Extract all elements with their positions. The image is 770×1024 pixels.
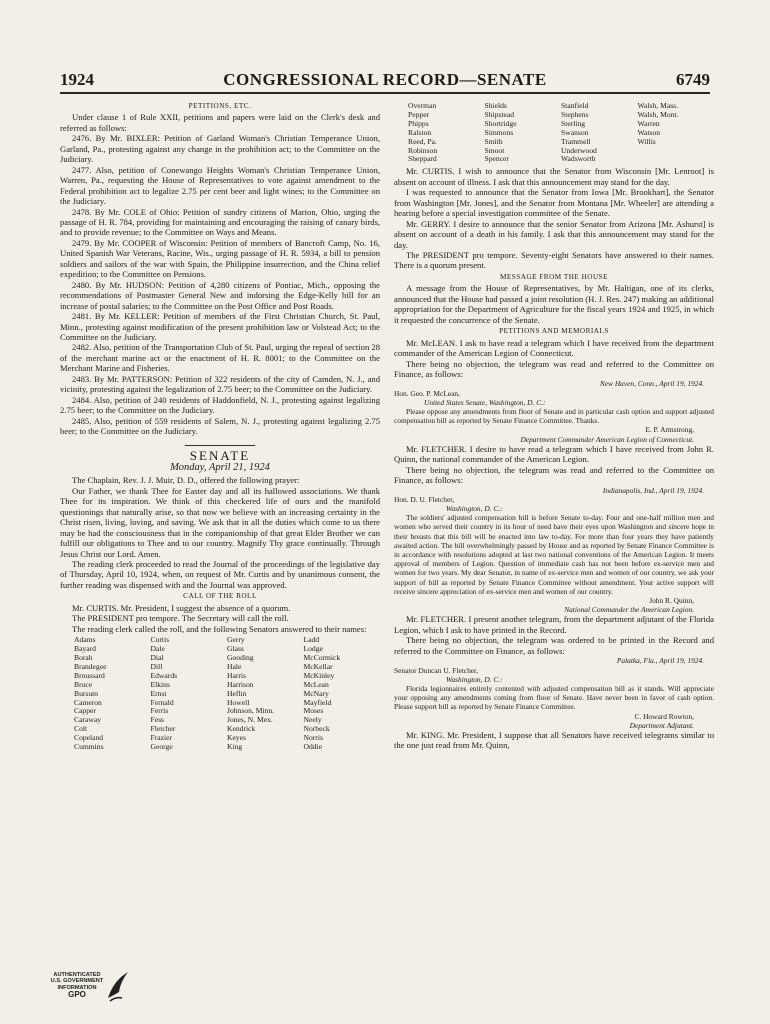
telegram-signer-title: Department Adjutant. <box>629 720 694 730</box>
telegram-date: Indianapolis, Ind., April 19, 1924. <box>602 485 704 495</box>
senator-name: George <box>150 742 173 752</box>
senator-name: Dale <box>150 644 165 654</box>
senator-name: Sterling <box>561 118 586 128</box>
mclean-paragraph: Mr. McLEAN. I ask to have read a telegram which I have received from the department commander of the American Legion of Connecticut. <box>394 337 714 359</box>
senator-name: Stanfield <box>561 101 589 110</box>
senator-name: Copeland <box>74 733 104 743</box>
senator-name: Shipstead <box>484 109 515 119</box>
senator-name: Fletcher <box>150 724 176 734</box>
senator-name: Caraway <box>74 715 101 725</box>
telegram-body: Florida legionnaires entirely contented with adjusted compensation bill as it stands. Will appreciate your opposing any amendments coming from floor of Senate. Have never been in favor of cash option. Please support bill as reported by Senate Finance Committee. <box>394 683 714 712</box>
intro-paragraph: Under clause 1 of Rule XXII, petitions and papers were laid on the Clerk's desk and referred as follows: <box>60 112 380 133</box>
fletcher-paragraph: Mr. FLETCHER. I present another telegram, from the department adjutant of the Florida Legion, which I ask to have printed in the Record. <box>394 614 714 635</box>
announcement-paragraph: The PRESIDENT pro tempore. Seventy-eight Senators have answered to their names. There is a quorum present. <box>394 249 714 271</box>
senator-name: Wadsworth <box>561 154 596 164</box>
telegram-1 <box>394 379 714 443</box>
petition-entry: 2480. By Mr. HUDSON: Petition of 4,280 citizens of Pontiac, Mich., opposing the recommendations of Postmaster General New and indorsing the Edge-Kelly bill for an increase of postal salaries; to the Committee on the Post Office and Post Roads. <box>60 279 380 311</box>
clerk-paragraph: The reading clerk called the roll, and the following Senators answered to their names: <box>72 623 367 634</box>
senator-name: Frazier <box>150 733 173 743</box>
petition-entry: 2478. By Mr. COLE of Ohio: Petition of sundry citizens of Marion, Ohio, urging the passage of H. R. 784, providing for maintaining and encouraging the raising of canary birds, and to provide revenue; to the Committee on Ways and Means. <box>60 206 380 238</box>
senator-name: McKinley <box>303 670 335 680</box>
senator-name: Fess <box>150 715 165 725</box>
senator-name: Cummins <box>74 742 104 752</box>
journal-paragraph: The reading clerk proceeded to read the Journal of the proceedings of the legislative day of Thursday, April 10, 1924, when, on request of Mr. Curtis and by unanimous consent, the further reading was dispensed with and the Journal was approved. <box>60 559 380 590</box>
senator-name: Spencer <box>484 154 509 164</box>
senator-name: Howell <box>227 697 250 707</box>
senator-name: King <box>227 742 243 752</box>
senator-name <box>638 147 715 156</box>
telegram-body: Please oppose any amendments from floor of Senate and in particular cash option and support adjusted compensation bill as reported by Senate Finance Committee. Thanks. <box>394 407 714 426</box>
king-paragraph: Mr. KING. Mr. President, I suppose that all Senators have received telegrams similar to the one just read from Mr. Quinn, <box>394 729 714 751</box>
senator-name: McNary <box>303 688 329 698</box>
senator-names-list-continued <box>408 102 714 164</box>
telegram-address: Washington, D. C.: <box>446 674 503 684</box>
senator-name: Johnson, Minn. <box>227 706 275 716</box>
senator-name: Walsh, Mont. <box>637 109 679 119</box>
telegram-date: New Haven, Conn., April 19, 1924. <box>599 379 704 389</box>
senator-name: Fernald <box>150 697 174 707</box>
senator-name: McKellar <box>303 661 333 671</box>
senator-name: Pepper <box>408 109 430 119</box>
senator-name: Sheppard <box>408 154 437 164</box>
senator-name: Ladd <box>303 635 320 645</box>
senator-name: Stephens <box>561 109 589 119</box>
senator-name: Kendrick <box>227 724 256 734</box>
senator-name: Glass <box>227 644 244 654</box>
petition-entry: 2485. Also, petition of 559 residents of Salem, N. J., protesting against legalizing 2.75 beer; to the Committee on the Judiciary. <box>60 415 380 437</box>
no-objection-paragraph: There being no objection, the telegram was read and referred to the Committee on Finance, as follows: <box>394 358 714 379</box>
curtis-paragraph: Mr. CURTIS. Mr. President, I suggest the absence of a quorum. <box>72 602 291 613</box>
senator-name: Shields <box>484 101 507 110</box>
roll-call-heading: CALL OF THE ROLL <box>183 592 257 601</box>
senator-name: Gerry <box>227 635 245 645</box>
page-number-left: 1924 <box>60 70 94 89</box>
petition-entry: 2482. Also, petition of the Transportation Club of St. Paul, urging the repeal of section 28 of the merchant marine act or the enactment of H. R. 8001; to the Committee on the Merchant Marine and Fisheries. <box>60 342 380 374</box>
senator-name: Smoot <box>484 145 505 155</box>
senator-name: Heflin <box>227 688 247 698</box>
senator-name: Moses <box>303 706 324 716</box>
senator-name: Swanson <box>561 127 589 137</box>
senator-name: Bruce <box>74 679 93 689</box>
telegram-recipient: Hon. D. U. Fletcher, <box>394 494 455 504</box>
chaplain-paragraph: The Chaplain, Rev. J. J. Muir, D. D., offered the following prayer: <box>72 475 300 486</box>
petition-entry: 2481. By Mr. KELLER: Petition of members of the First Christian Church, St. Paul, Minn., protesting against modification of the present prohibition law or Volstead Act; to the Committee on the Judiciary. <box>60 311 380 342</box>
senator-name: Shortridge <box>484 118 517 128</box>
logo-text: AUTHENTICATED <box>53 972 101 978</box>
senator-names-list <box>74 636 380 752</box>
telegram-date: Palatka, Fla., April 19, 1924. <box>616 656 704 666</box>
senator-name: Warren <box>637 118 660 128</box>
section-separator <box>185 445 255 446</box>
senator-name: Lodge <box>303 644 323 654</box>
logo-text: INFORMATION <box>57 984 97 991</box>
session-date: Monday, April 21, 1924 <box>170 461 270 473</box>
senator-name: Ralston <box>408 127 432 137</box>
announcement-paragraph: Mr. CURTIS. I wish to announce that the Senator from Wisconsin [Mr. Lenroot] is absent on account of illness. I ask that this announcement may stand for the day. <box>394 166 714 187</box>
senator-name: Ferris <box>150 706 169 716</box>
senator-name <box>638 155 715 164</box>
president-paragraph: The PRESIDENT pro tempore. The Secretary will call the roll. <box>72 613 289 624</box>
announcement-paragraph: I was requested to announce that the Senator from Iowa [Mr. Brookhart], the Senator from Washington [Mr. Jones], and the Senator from Montana [Mr. Wheeler] are attending a hearing before a special investigation committee of the Senate. <box>394 187 714 219</box>
senator-name: Brandegee <box>74 661 107 671</box>
senator-name: Norris <box>303 733 323 743</box>
petition-entry: 2477. Also, petition of Conewango Heights Woman's Christian Temperance Union, Warren, Pa., requesting the House of Representatives to vote against amendment to the Federal prohibition act to legalize 2.75 per cent beer and light wines; to the Committee on the Judiciary. <box>60 164 380 207</box>
message-paragraph: A message from the House of Representatives, by Mr. Haltigan, one of its clerks, announced that the House had passed a joint resolution (H. J. Res. 247) making an additional appropriation for the Department of Agriculture for the fiscal years 1924 and 1925, in which it requested the concurrence of the Senate. <box>394 283 714 325</box>
senator-name: Norbeck <box>303 724 330 734</box>
senator-name: Neely <box>303 715 322 725</box>
senator-name: Smith <box>484 136 503 146</box>
eagle-icon <box>104 968 130 1004</box>
senator-name: Curtis <box>150 635 170 645</box>
senator-name: Mayfield <box>303 697 332 707</box>
senator-name: Walsh, Mass. <box>637 101 679 110</box>
no-objection-paragraph: There being no objection, the telegram was ordered to be printed in the Record and referred to the Committee on Finance, as follows: <box>394 635 714 656</box>
telegram-signer-title: Department Commander American Legion of Connecticut. <box>520 434 694 444</box>
header-rule <box>60 92 710 94</box>
senator-name: Hale <box>227 661 242 671</box>
senator-name: Ernst <box>150 688 167 698</box>
telegram-signature: E. P. Armstrong, <box>645 425 694 435</box>
announcements <box>394 166 714 271</box>
senator-name: Colt <box>74 724 88 734</box>
senate-heading: SENATE <box>189 447 251 463</box>
senator-name: Gooding <box>227 653 254 663</box>
no-objection-paragraph: There being no objection, the telegram was read and referred to the Committee on Finance, as follows: <box>394 464 714 486</box>
senator-name: Dial <box>150 653 164 663</box>
page-number-right: 6749 <box>676 70 710 89</box>
senator-name: Harris <box>227 670 246 680</box>
petitions-list <box>60 112 380 436</box>
senator-name: Borah <box>74 653 93 663</box>
senator-name: Willis <box>637 136 656 146</box>
telegram-3 <box>394 656 714 730</box>
telegram-signature: John R. Quinn, <box>649 596 694 606</box>
telegram-2 <box>394 486 714 615</box>
senator-name: Dill <box>150 661 163 671</box>
senator-name: Phipps <box>408 118 429 128</box>
gpo-authentication-logo <box>22 972 132 1012</box>
senator-name: Keyes <box>227 733 246 743</box>
senator-name: McCormick <box>303 653 341 663</box>
senator-name: Elkins <box>150 679 170 689</box>
senator-name: Cameron <box>74 697 102 707</box>
logo-text: GPO <box>68 990 86 1000</box>
message-heading: MESSAGE FROM THE HOUSE <box>499 272 609 281</box>
senator-name: Adams <box>74 635 96 645</box>
senator-name: Bayard <box>74 644 96 654</box>
telegram-recipient: Hon. Geo. P. McLean, <box>394 388 460 398</box>
telegram-body: The soldiers' adjusted compensation bill is before Senate to-day. Four and one-half million men and women who served their country in its hour of need have their eyes upon Washington and sincere hope in their breasts that this bill will be enacted into law to-day. For more than four years they have patiently awaited action. The bill overwhelmingly passed by House and as reported by Senate Finance Committee is in accordance with resolutions adopted at last two national conventions of the American Legion. It meets approval of members of Legion. Question of immediate cash has not been before ex-service men and women for two years. My dear Senator, in name of ex-service men and women of our country, we ask your support of bill as reported by Senate Finance Committee without amendment. Your active support will receive sincere appreciation of ex-service men and women of our country. <box>394 513 714 596</box>
fletcher-paragraph: Mr. FLETCHER. I desire to have read a telegram which I have received from John R. Quinn, the national commander of the American Legion. <box>394 443 714 465</box>
senator-name: McLean <box>303 679 329 689</box>
senator-name: Watson <box>637 127 661 137</box>
telegram-address: Washington, D. C.: <box>446 504 503 514</box>
senator-name: Broussard <box>74 670 105 680</box>
telegram-address: United States Senate, Washington, D. C.: <box>424 397 546 407</box>
senator-name: Underwood <box>561 145 597 155</box>
senator-name: Overman <box>408 101 437 110</box>
petition-entry: 2476. By Mr. BIXLER: Petition of Garland Woman's Christian Temperance Union, Garland, Pa., protesting against any change in the prohibition act; to the Committee on the Judiciary. <box>60 133 380 165</box>
senator-name: Trammell <box>561 136 591 146</box>
petitions-heading: PETITIONS, ETC. <box>188 102 252 110</box>
senator-name: Bursum <box>74 688 99 698</box>
senator-name: Robinson <box>408 145 438 155</box>
column-right <box>394 100 714 960</box>
senator-name: Capper <box>74 706 96 716</box>
senator-name: Reed, Pa. <box>408 136 437 146</box>
senator-name: Harrison <box>227 679 254 689</box>
prayer-paragraph: Our Father, we thank Thee for Easter day and all its hallowed associations. We thank Thee for its inspiration. We think of this checkered life of ours and the manifold questionings that naturally arise, so that now we believe with an increasing certainty in the Christ risen, living, loving, and saving. We ask that in all the duties which come to us there may be had the consciousness that in the companionship of that great Elder Brother we can fulfill our obligations to Thee and to our country. Magnify Thy grace continually. Through Jesus Christ our Lord. Amen. <box>60 485 380 559</box>
telegram-signature: C. Howard Rowton, <box>634 711 694 721</box>
senator-name: Jones, N. Mex. <box>227 715 273 725</box>
column-left <box>60 100 380 960</box>
petition-entry: 2484. Also, petition of 240 residents of Haddonfield, N. J., protesting against legalizing 2.75 beer; to the Committee on the Judiciary. <box>60 394 380 416</box>
senator-name: Simmons <box>484 127 514 137</box>
announcement-paragraph: Mr. GERRY. I desire to announce that the senior Senator from Arizona [Mr. Ashurst] is absent on account of a death in his family. I ask that this announcement may stand for the day. <box>394 218 714 250</box>
senator-name: Edwards <box>150 670 178 680</box>
senator-name: Oddie <box>303 742 323 752</box>
petitions-memorials-heading: PETITIONS AND MEMORIALS <box>499 327 609 336</box>
petition-entry: 2479. By Mr. COOPER of Wisconsin: Petition of members of Bancroft Camp, No. 16, United Spanish War Veterans, Racine, Wis., urging passage of H. R. 5934, a bill to pension soldiers and sailors of the war with Spain, the Philippine insurrection, and the China relief expedition; to the Committee on Pensions. <box>60 237 380 280</box>
petition-entry: 2483. By Mr. PATTERSON: Petition of 322 residents of the city of Camden, N. J., and vicinity, protesting against the legalization of 2.75 beer; to the Committee on the Judiciary. <box>60 373 380 395</box>
logo-text: U.S. GOVERNMENT <box>50 978 104 985</box>
page-title: CONGRESSIONAL RECORD—SENATE <box>223 70 547 89</box>
page-header <box>60 70 710 92</box>
telegram-signer-title: National Commander the American Legion. <box>564 605 694 615</box>
telegram-recipient: Senator Duncan U. Fletcher, <box>394 665 479 675</box>
